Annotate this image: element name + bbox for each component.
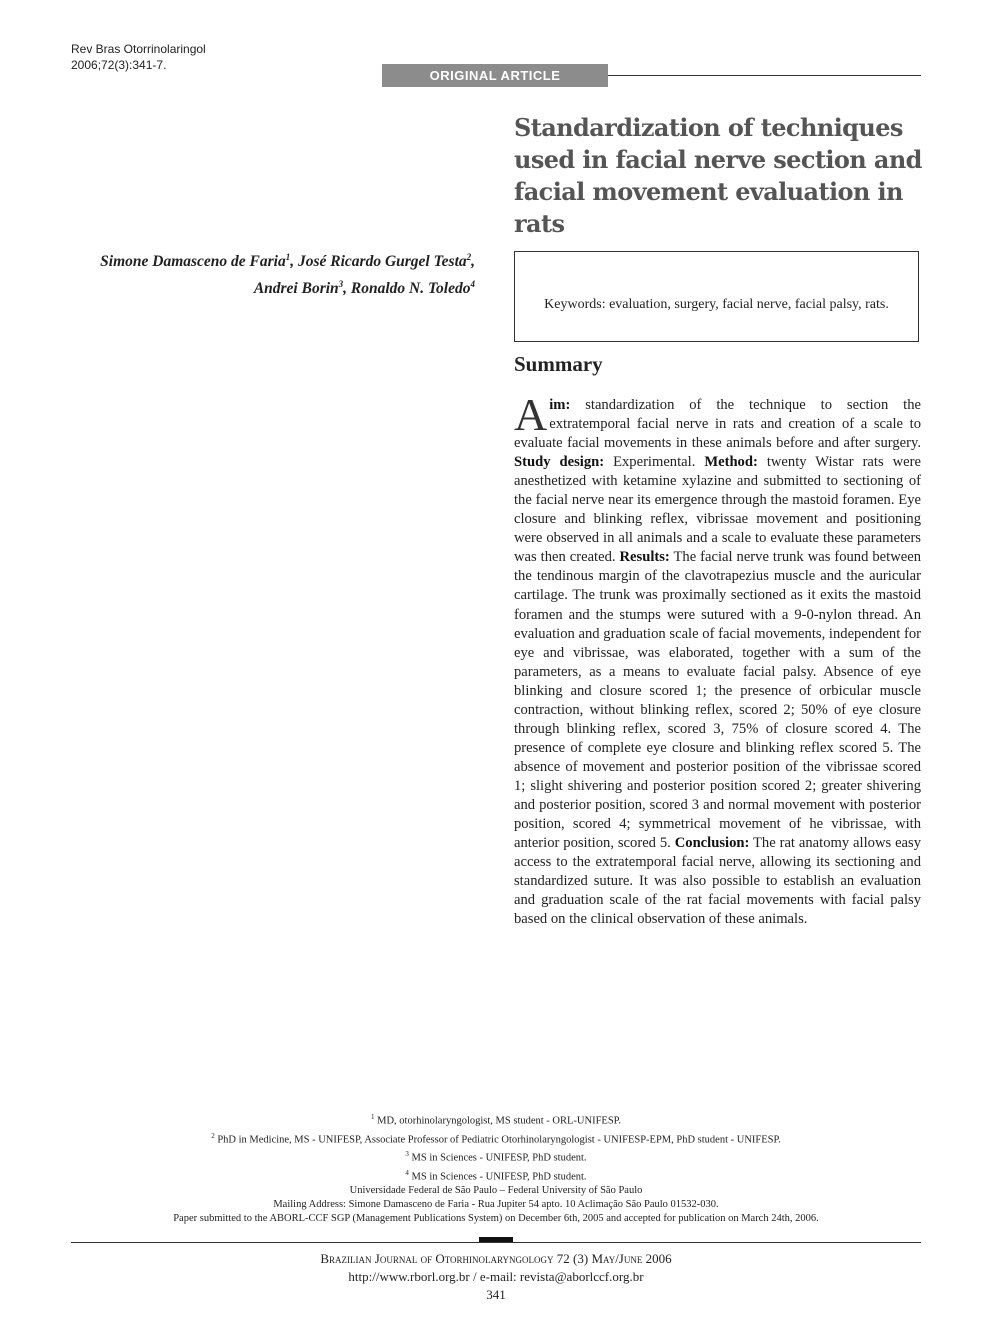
- author-separator: ,: [471, 253, 475, 271]
- footnote-text: MD, otorhinolaryngologist, MS student - ORL-UNIFESP.: [374, 1115, 621, 1127]
- aim-text: standardization of the technique to section the extratemporal facial nerve in rats and creation of a scale to evaluate facial movements in these animals before and after surgery.: [514, 397, 921, 452]
- footnote-1: [60, 1110, 932, 1129]
- footnote-text: MS in Sciences - UNIFESP, PhD student.: [408, 1171, 587, 1182]
- author-list: [60, 246, 475, 300]
- page-footer: [71, 1250, 921, 1304]
- study-design-label: Study design:: [514, 454, 605, 471]
- author-affiliation-mark: 4: [470, 279, 475, 290]
- footer-contact: http://www.rborl.org.br / e-mail: revista@aborlccf.org.br: [348, 1269, 644, 1284]
- footnote-mark: 3: [405, 1150, 409, 1158]
- footnote-2: [60, 1129, 932, 1148]
- author-name: Andrei Borin: [253, 280, 339, 298]
- author-separator: ,: [290, 253, 298, 271]
- summary-heading: Summary: [514, 352, 603, 376]
- article-title: Standardization of techniques used in facial nerve section and facial movement evaluation in rats: [514, 113, 922, 238]
- footnote-mark: 2: [211, 1131, 215, 1140]
- method-text: twenty Wistar rats were anesthetized with ketamine xylazine and submitted to sectioning of the facial nerve near its emergence through the mastoid foramen. Eye closure and blinking reflex, vibrissae movement and positioning were observed in all animals and a scale to evaluate these parameters was then created.: [514, 454, 921, 566]
- footnote-4: [60, 1166, 932, 1185]
- footnote-3: [60, 1147, 932, 1166]
- journal-name: Rev Bras Otorrinolaringol: [71, 42, 206, 56]
- drop-cap: A: [514, 389, 548, 440]
- study-design-text: Experimental.: [604, 454, 705, 471]
- results-text: The facial nerve trunk was found between the tendinous margin of the clavotrapezius muscle and the auricular cartilage. The trunk was proximally sectioned as it exits the mastoid foramen and the stumps were sutured with a 9-0-nylon thread. An evaluation and graduation scale of facial movements, independent for eye and vibrissae, was elaborated, together with a sum of the parameters, as a means to evaluate facial palsy. Absence of eye blinking and closure scored 1; the presence of orbicular muscle contraction, without blinking reflex, scored 2; 50% of eye closure through blinking reflex, scored 3, 75% of closure scored 4. The presence of complete eye closure and blinking reflex scored 5. The absence of movement and posterior position of the vibrissae scored 1; slight shivering and posterior position scored 2; greater shivering and posterior position, scored 3 and normal movement with posterior position, scored 4; symmetrical movement of he vibrissae, with anterior position, scored 5.: [514, 549, 921, 852]
- keywords-box: [514, 251, 919, 342]
- journal-reference: [71, 41, 206, 73]
- abstract-text: [514, 389, 921, 929]
- section-tag: ORIGINAL ARTICLE: [382, 64, 608, 87]
- footer-divider: [71, 1242, 921, 1243]
- author-affiliation-mark: 1: [285, 252, 291, 262]
- author-name: Simone Damasceno de Faria: [100, 253, 286, 271]
- author-separator: ,: [343, 280, 351, 298]
- author-affiliation-mark: 3: [338, 279, 344, 290]
- author-name: José Ricardo Gurgel Testa: [297, 253, 467, 271]
- conclusion-text: The rat anatomy allows easy access to the extratemporal facial nerve, allowing its sectioning and standardized suture. It was also possible to establish an evaluation and graduation scale of the rat facial movements with facial palsy based on the clinical observation of these animals.: [514, 835, 921, 928]
- results-label: Results:: [619, 549, 670, 566]
- footnote-text: MS in Sciences - UNIFESP, PhD student.: [408, 1152, 587, 1164]
- footnotes: [60, 1110, 932, 1226]
- author-affiliation-mark: 2: [466, 252, 472, 262]
- method-label: Method:: [704, 454, 758, 471]
- footnote-mark: 4: [405, 1168, 409, 1177]
- institution-line: Universidade Federal de São Paulo – Federal University of São Paulo: [349, 1185, 643, 1196]
- page-number: 341: [486, 1287, 506, 1302]
- footnote-text: PhD in Medicine, MS - UNIFESP, Associate Professor of Pediatric Otorhinolaryngologist - UNIFESP-EPM, PhD student - UNIFESP.: [214, 1134, 781, 1145]
- keywords: Keywords: evaluation, surgery, facial nerve, facial palsy, rats.: [544, 297, 889, 312]
- journal-volume: 2006;72(3):341-7.: [71, 58, 167, 72]
- author-name: Ronaldo N. Toledo: [350, 280, 471, 298]
- mailing-address: Mailing Address: Simone Damasceno de Faria - Rua Jupiter 54 apto. 10 Aclimação São Paulo 01532-030.: [273, 1199, 719, 1210]
- footer-journal: Brazilian Journal of Otorhinolaryngology 72 (3) May/June 2006: [320, 1251, 672, 1266]
- conclusion-label: Conclusion:: [674, 835, 750, 852]
- aim-label: im:: [549, 397, 571, 413]
- submission-note: Paper submitted to the ABORL-CCF SGP (Management Publications System) on December 6th, 2005 and accepted for publication on March 24th, 2006.: [173, 1213, 819, 1224]
- footnote-mark: 1: [371, 1113, 375, 1121]
